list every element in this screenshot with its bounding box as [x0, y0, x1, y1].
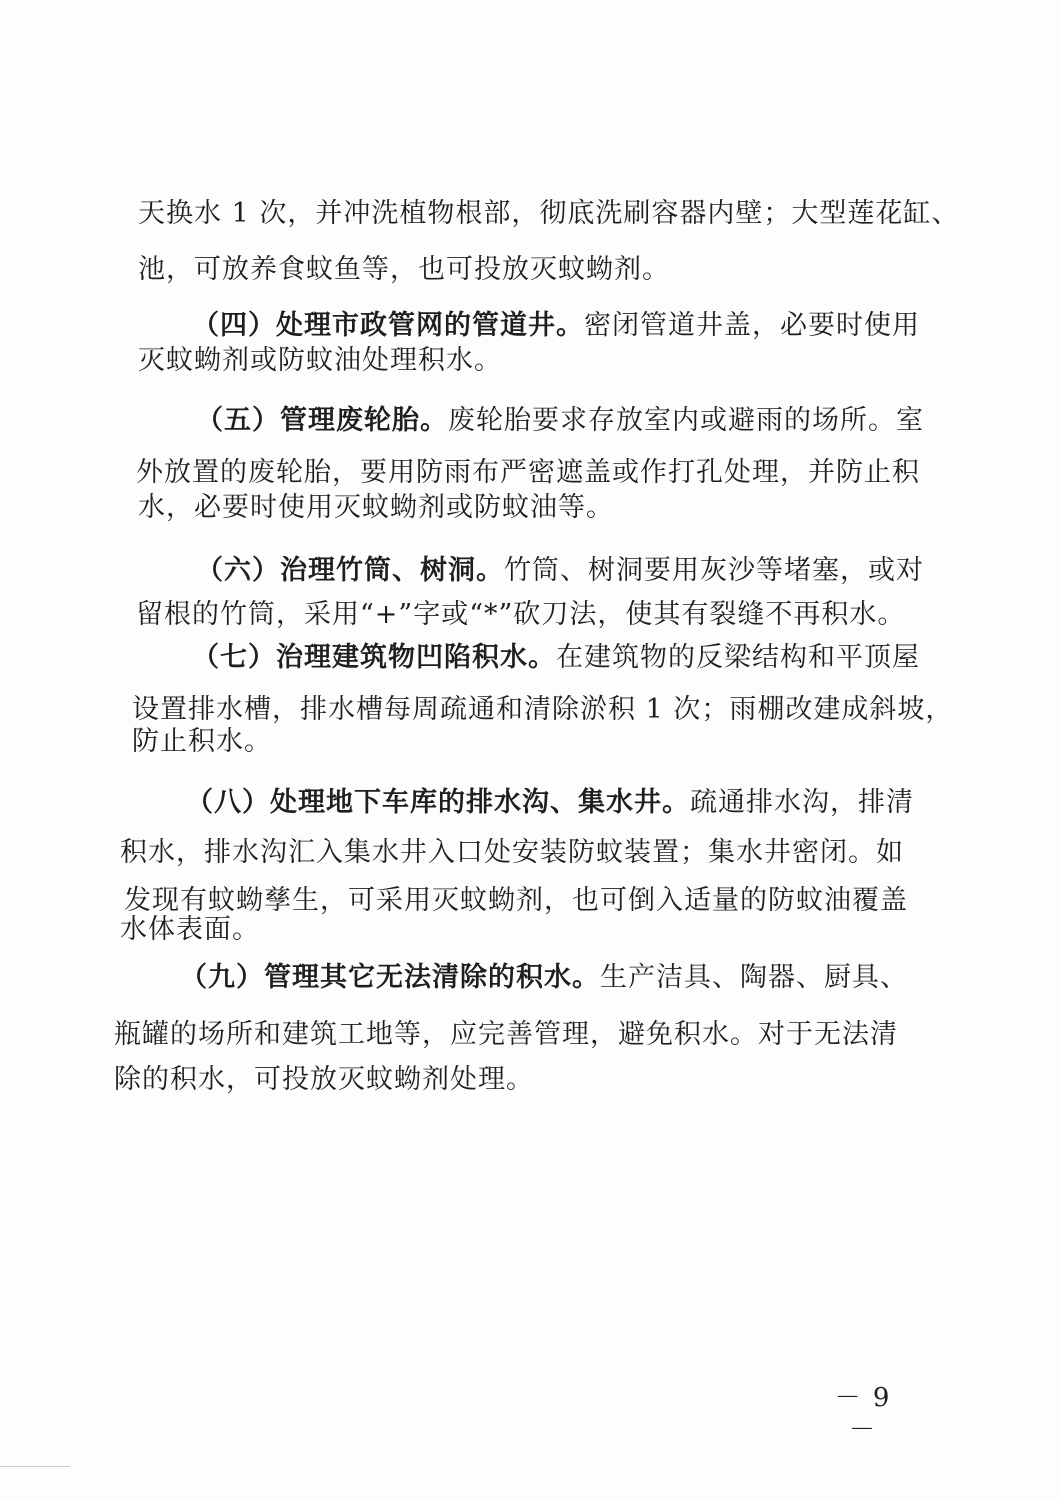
- paragraph-text: 留根的竹筒，采用“+”字或“*”砍刀法，使其有裂缝不再积水。: [136, 599, 906, 630]
- paragraph-text: 瓶罐的场所和建筑工地等，应完善管理，避免积水。对于无法清: [114, 1019, 898, 1050]
- paragraph-text: 防止积水。: [132, 726, 272, 757]
- text-line: [138, 196, 959, 232]
- text-line: [114, 1017, 898, 1053]
- text-line: [120, 912, 260, 948]
- paragraph-text: 疏通排水沟，排清: [690, 787, 914, 818]
- page-number: － 9 －: [834, 1383, 892, 1445]
- section-heading: （五）管理废轮胎。: [196, 405, 448, 436]
- paragraph-text: 竹筒、树洞要用灰沙等堵塞，或对: [504, 555, 924, 586]
- text-line: [136, 455, 920, 491]
- text-line: [132, 692, 953, 728]
- paragraph-text: 池，可放养食蚊鱼等，也可投放灭蚊蚴剂。: [138, 254, 670, 285]
- paragraph-text: 外放置的废轮胎，要用防雨布严密遮盖或作打孔处理，并防止积: [136, 457, 920, 488]
- section-heading: （七）治理建筑物凹陷积水。: [192, 642, 556, 673]
- paragraph-text: 除的积水，可投放灭蚊蚴剂处理。: [114, 1064, 534, 1095]
- text-line: [180, 960, 908, 996]
- text-line: [138, 490, 614, 526]
- text-line: [136, 597, 905, 633]
- section-heading: （八）处理地下车库的排水沟、集水井。: [186, 787, 690, 818]
- paragraph-text: 废轮胎要求存放室内或避雨的场所。室: [448, 405, 924, 436]
- paragraph-text: 在建筑物的反梁结构和平顶屋: [556, 642, 920, 673]
- paragraph-text: 发现有蚊蚴孳生，可采用灭蚊蚴剂，也可倒入适量的防蚊油覆盖: [124, 885, 908, 916]
- paragraph-text: 水，必要时使用灭蚊蚴剂或防蚊油等。: [138, 492, 614, 523]
- paragraph-text: 天换水 1 次，并冲洗植物根部，彻底洗刷容器内壁；大型莲花缸、: [138, 198, 960, 229]
- text-line: [192, 308, 920, 344]
- paragraph-text: 积水，排水沟汇入集水井入口处安装防蚊装置；集水井密闭。如: [120, 837, 904, 868]
- paragraph-text: 生产洁具、陶器、厨具、: [600, 962, 908, 993]
- paragraph-text: 设置排水槽，排水槽每周疏通和清除淤积 1 次；雨棚改建成斜坡，: [132, 694, 954, 725]
- text-line: [120, 835, 904, 871]
- paragraph-text: 密闭管道井盖，必要时使用: [584, 310, 920, 341]
- section-heading: （六）治理竹筒、树洞。: [196, 555, 504, 586]
- paragraph-text: 水体表面。: [120, 914, 260, 945]
- section-heading: （四）处理市政管网的管道井。: [192, 310, 584, 341]
- text-line: [192, 640, 920, 676]
- section-heading: （九）管理其它无法清除的积水。: [180, 962, 600, 993]
- scan-edge-line: [0, 1466, 70, 1467]
- text-line: [138, 343, 502, 379]
- text-line: [114, 1062, 534, 1098]
- text-line: [196, 403, 924, 439]
- text-line: [186, 785, 914, 821]
- text-line: [138, 252, 670, 288]
- text-line: [132, 724, 272, 760]
- paragraph-text: 灭蚊蚴剂或防蚊油处理积水。: [138, 345, 502, 376]
- text-line: [196, 553, 924, 589]
